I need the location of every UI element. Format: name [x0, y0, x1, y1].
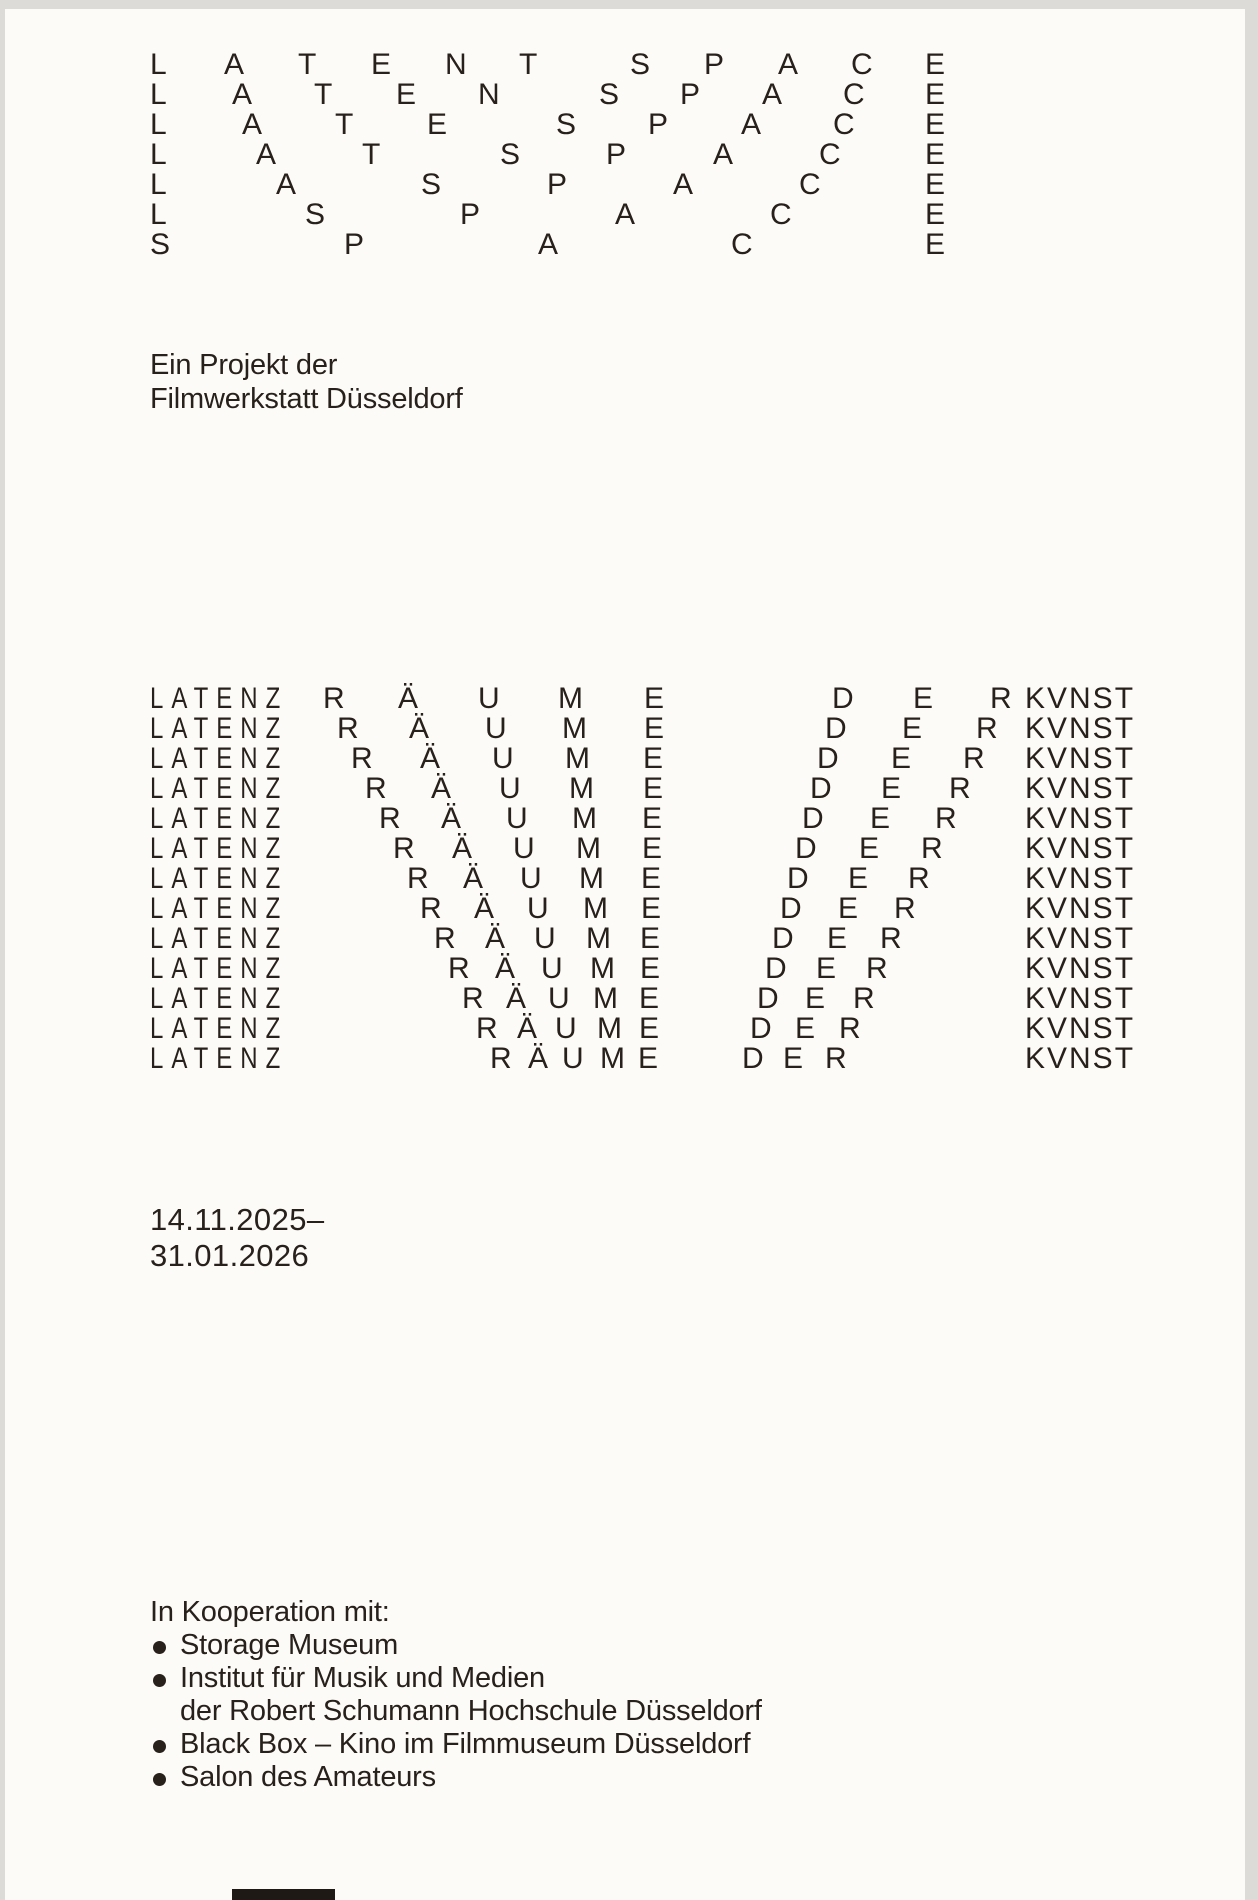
raeume-letter: M	[572, 802, 597, 835]
der-letter: E	[881, 772, 902, 805]
latenz-word: LATENZ	[150, 712, 289, 745]
der-letter: R	[825, 1042, 847, 1075]
header-art-letter: L	[150, 198, 167, 231]
raeume-letter: U	[555, 1012, 577, 1045]
der-letter: R	[976, 712, 998, 745]
raeume-letter: R	[434, 922, 456, 955]
cooperation-item-line: Storage Museum	[180, 1629, 399, 1661]
kvnst-word: KVNST	[1025, 1042, 1136, 1075]
der-letter: R	[949, 772, 971, 805]
der-letter: R	[880, 922, 902, 955]
raeume-letter: R	[351, 742, 373, 775]
raeume-letter: U	[527, 892, 549, 925]
raeume-letter: E	[640, 952, 661, 985]
raeume-letter: R	[407, 862, 429, 895]
header-art-letter: E	[925, 78, 946, 111]
der-letter: D	[832, 682, 854, 715]
header-art-letter: C	[833, 108, 855, 141]
header-art-letter: E	[925, 198, 946, 231]
raeume-letter: R	[462, 982, 484, 1015]
der-letter: R	[853, 982, 875, 1015]
raeume-letter: U	[478, 682, 500, 715]
kvnst-word: KVNST	[1025, 772, 1136, 805]
raeume-letter: Ä	[495, 952, 516, 985]
header-art-letter: E	[925, 228, 946, 261]
header-art-letter: L	[150, 48, 167, 81]
latenz-word: LATENZ	[150, 952, 289, 985]
der-letter: E	[827, 922, 848, 955]
cooperation-list	[150, 1629, 1050, 1794]
der-letter: E	[902, 712, 923, 745]
kvnst-word: KVNST	[1025, 802, 1136, 835]
raeume-letter: R	[448, 952, 470, 985]
der-letter: E	[783, 1042, 804, 1075]
header-art-letter: A	[713, 138, 734, 171]
raeume-letter: Ä	[485, 922, 506, 955]
header-art-letter: S	[305, 198, 326, 231]
der-letter: E	[913, 682, 934, 715]
raeume-letter: Ä	[409, 712, 430, 745]
raeume-letter: M	[565, 742, 590, 775]
header-art-letter: N	[478, 78, 500, 111]
raeume-letter: E	[638, 1042, 659, 1075]
header-art-letter: P	[460, 198, 481, 231]
latenz-word: LATENZ	[150, 922, 289, 955]
raeume-letter: M	[579, 862, 604, 895]
der-letter: E	[848, 862, 869, 895]
der-letter: E	[859, 832, 880, 865]
der-letter: D	[795, 832, 817, 865]
header-art-letter: L	[150, 138, 167, 171]
raeume-letter: E	[644, 712, 665, 745]
header-art-letter: T	[314, 78, 333, 111]
cooperation-item	[150, 1662, 1050, 1728]
der-letter: D	[810, 772, 832, 805]
raeume-letter: E	[641, 892, 662, 925]
bullet-icon	[153, 1773, 166, 1786]
header-art-letter: A	[741, 108, 762, 141]
raeume-letter: U	[534, 922, 556, 955]
bullet-icon	[153, 1674, 166, 1687]
raeume-letter: M	[562, 712, 587, 745]
latenz-word: LATENZ	[150, 742, 289, 775]
der-letter: E	[795, 1012, 816, 1045]
header-art-letter: C	[770, 198, 792, 231]
cooperation-item-text	[180, 1728, 750, 1761]
raeume-letter: M	[569, 772, 594, 805]
der-letter: R	[908, 862, 930, 895]
cooperation-item	[150, 1761, 1050, 1794]
der-letter: R	[894, 892, 916, 925]
raeume-letter: E	[640, 922, 661, 955]
latenz-word: LATENZ	[150, 832, 289, 865]
raeume-letter: Ä	[517, 1012, 538, 1045]
header-art-letter: S	[500, 138, 521, 171]
kvnst-word: KVNST	[1025, 682, 1136, 715]
header-art-letter: A	[256, 138, 277, 171]
kvnst-word: KVNST	[1025, 952, 1136, 985]
header-art-letter: S	[421, 168, 442, 201]
raeume-letter: U	[506, 802, 528, 835]
latenz-word: LATENZ	[150, 982, 289, 1015]
raeume-letter: R	[490, 1042, 512, 1075]
raeume-letter: U	[562, 1042, 584, 1075]
cooperation-item-continuation: der Robert Schumann Hochschule Düsseldorf	[180, 1695, 762, 1727]
header-art-letter: E	[371, 48, 392, 81]
raeume-letter: Ä	[420, 742, 441, 775]
der-letter: E	[838, 892, 859, 925]
raeume-letter: U	[492, 742, 514, 775]
raeume-letter: R	[379, 802, 401, 835]
exhibition-dates	[150, 1202, 325, 1274]
cooperation-item	[150, 1629, 1050, 1662]
header-art-letter: T	[362, 138, 381, 171]
exhibition-dates-end: 31.01.2026	[150, 1238, 310, 1273]
raeume-letter: Ä	[431, 772, 452, 805]
header-art-letter: P	[680, 78, 701, 111]
kvnst-word: KVNST	[1025, 742, 1136, 775]
cooperation-item-text	[180, 1662, 762, 1728]
raeume-letter: E	[643, 772, 664, 805]
der-letter: E	[891, 742, 912, 775]
cooperation-item-line: Institut für Musik und Medien	[180, 1662, 545, 1694]
header-art-letter: A	[615, 198, 636, 231]
raeume-letter: R	[476, 1012, 498, 1045]
cooperation-section	[150, 1596, 1050, 1794]
header-art-letter: S	[599, 78, 620, 111]
latenz-word: LATENZ	[150, 682, 289, 715]
header-art-letter: P	[704, 48, 725, 81]
raeume-letter: M	[558, 682, 583, 715]
header-art-letter: P	[547, 168, 568, 201]
header-art-letter: L	[150, 168, 167, 201]
header-art-letter: C	[851, 48, 873, 81]
exhibition-dates-start: 14.11.2025–	[150, 1202, 325, 1237]
raeume-letter: E	[643, 742, 664, 775]
latenz-word: LATENZ	[150, 862, 289, 895]
raeume-letter: Ä	[463, 862, 484, 895]
header-art-letter: T	[519, 48, 538, 81]
header-art-letter: S	[150, 228, 171, 261]
latenz-word: LATENZ	[150, 1012, 289, 1045]
raeume-letter: U	[513, 832, 535, 865]
raeume-letter: M	[593, 982, 618, 1015]
kvnst-word: KVNST	[1025, 892, 1136, 925]
raeume-letter: Ä	[506, 982, 527, 1015]
raeume-letter: U	[541, 952, 563, 985]
header-art-letter: E	[925, 138, 946, 171]
raeume-letter: R	[337, 712, 359, 745]
der-letter: R	[921, 832, 943, 865]
raeume-letter: U	[548, 982, 570, 1015]
header-art-letter: E	[925, 168, 946, 201]
kvnst-word: KVNST	[1025, 832, 1136, 865]
kvnst-word: KVNST	[1025, 982, 1136, 1015]
header-art-letter: C	[799, 168, 821, 201]
header-art-letter: A	[224, 48, 245, 81]
raeume-letter: R	[420, 892, 442, 925]
raeume-letter: M	[597, 1012, 622, 1045]
cooperation-item	[150, 1728, 1050, 1761]
project-credit-line1: Ein Projekt der	[150, 349, 338, 381]
header-art-letter: L	[150, 108, 167, 141]
header-art-letter: A	[778, 48, 799, 81]
project-credit	[150, 348, 463, 416]
header-art-letter: E	[427, 108, 448, 141]
cooperation-heading: In Kooperation mit:	[150, 1596, 390, 1628]
raeume-letter: M	[583, 892, 608, 925]
header-art-letter: A	[242, 108, 263, 141]
der-letter: E	[870, 802, 891, 835]
raeume-letter: M	[590, 952, 615, 985]
header-art-letter: E	[925, 48, 946, 81]
der-letter: D	[757, 982, 779, 1015]
der-letter: D	[817, 742, 839, 775]
raeume-letter: R	[323, 682, 345, 715]
der-letter: D	[787, 862, 809, 895]
raeume-letter: E	[642, 832, 663, 865]
raeume-letter: M	[586, 922, 611, 955]
raeume-letter: U	[520, 862, 542, 895]
raeume-letter: U	[499, 772, 521, 805]
der-letter: D	[772, 922, 794, 955]
raeume-letter: E	[639, 982, 660, 1015]
latenz-word: LATENZ	[150, 1042, 289, 1075]
raeume-letter: E	[644, 682, 665, 715]
latenz-word: LATENZ	[150, 772, 289, 805]
cooperation-item-text	[180, 1761, 436, 1794]
header-art-letter: A	[673, 168, 694, 201]
header-art-letter: A	[276, 168, 297, 201]
raeume-letter: M	[576, 832, 601, 865]
der-letter: R	[866, 952, 888, 985]
header-art-letter: C	[731, 228, 753, 261]
raeume-letter: Ä	[441, 802, 462, 835]
kvnst-word: KVNST	[1025, 712, 1136, 745]
der-letter: D	[780, 892, 802, 925]
raeume-letter: Ä	[452, 832, 473, 865]
der-letter: R	[839, 1012, 861, 1045]
cooperation-item-line: Salon des Amateurs	[180, 1761, 436, 1793]
der-letter: D	[742, 1042, 764, 1075]
header-art-letter: P	[606, 138, 627, 171]
kvnst-word: KVNST	[1025, 922, 1136, 955]
der-letter: E	[816, 952, 837, 985]
header-art-letter: T	[298, 48, 317, 81]
header-art-letter: A	[762, 78, 783, 111]
raeume-letter: E	[642, 802, 663, 835]
raeume-letter: R	[365, 772, 387, 805]
raeume-letter: Ä	[474, 892, 495, 925]
raeume-letter: E	[639, 1012, 660, 1045]
header-art-letter: L	[150, 78, 167, 111]
latenz-word: LATENZ	[150, 892, 289, 925]
raeume-letter: Ä	[528, 1042, 549, 1075]
header-art-letter: A	[232, 78, 253, 111]
bullet-icon	[153, 1740, 166, 1753]
header-art-letter: A	[538, 228, 559, 261]
raeume-letter: Ä	[398, 682, 419, 715]
bullet-icon	[153, 1641, 166, 1654]
der-letter: E	[805, 982, 826, 1015]
header-art-letter: E	[396, 78, 417, 111]
header-art-letter: P	[648, 108, 669, 141]
cooperation-item-line: Black Box – Kino im Filmmuseum Düsseldorf	[180, 1728, 751, 1760]
header-art-letter: C	[843, 78, 865, 111]
raeume-letter: M	[600, 1042, 625, 1075]
header-art-letter: P	[344, 228, 365, 261]
der-letter: D	[802, 802, 824, 835]
project-credit-line2: Filmwerkstatt Düsseldorf	[150, 383, 463, 415]
header-art-letter: S	[556, 108, 577, 141]
der-letter: R	[935, 802, 957, 835]
der-letter: R	[963, 742, 985, 775]
latenz-word: LATENZ	[150, 802, 289, 835]
header-art-letter: C	[819, 138, 841, 171]
raeume-letter: R	[393, 832, 415, 865]
raeume-letter: E	[641, 862, 662, 895]
cooperation-item-text	[180, 1629, 398, 1662]
kvnst-word: KVNST	[1025, 862, 1136, 895]
der-letter: D	[750, 1012, 772, 1045]
header-art-letter: T	[335, 108, 354, 141]
header-art-letter: E	[925, 108, 946, 141]
der-letter: D	[825, 712, 847, 745]
der-letter: R	[990, 682, 1012, 715]
kvnst-word: KVNST	[1025, 1012, 1136, 1045]
header-art-letter: N	[445, 48, 467, 81]
der-letter: D	[765, 952, 787, 985]
header-art-letter: S	[630, 48, 651, 81]
raeume-letter: U	[485, 712, 507, 745]
cutoff-element	[232, 1889, 335, 1900]
